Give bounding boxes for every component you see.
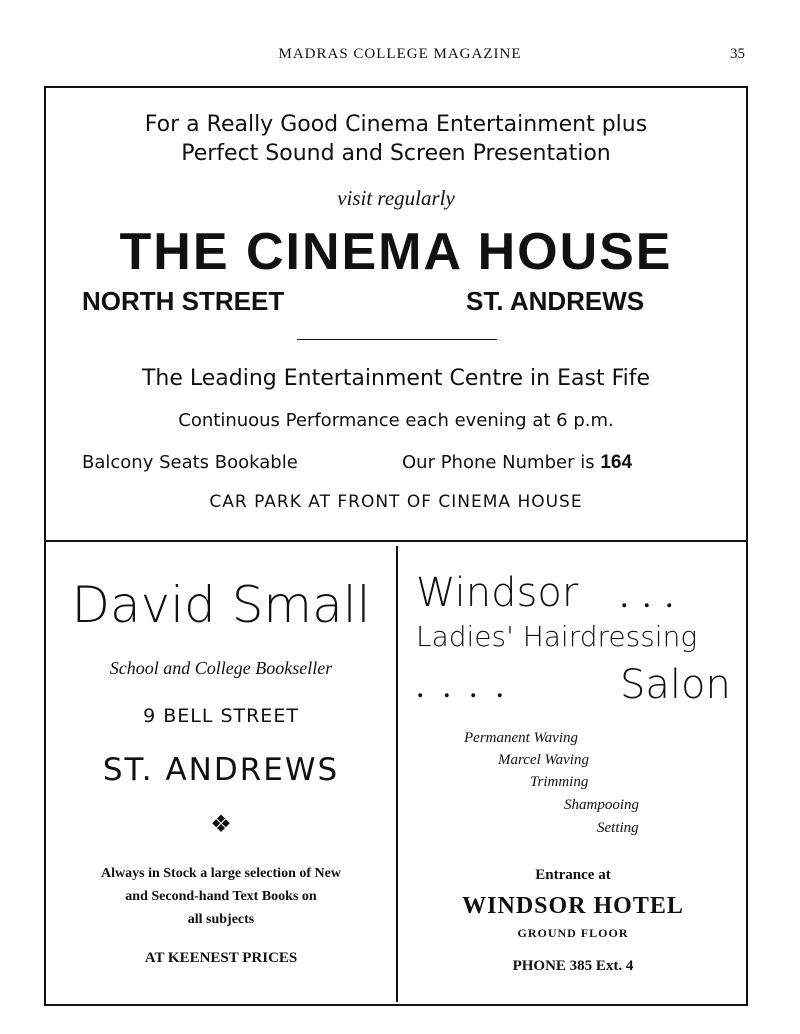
bookseller-stock-text — [46, 862, 396, 931]
bookseller-stock-line1: Always in Stock a large selection of New — [101, 866, 341, 881]
salon-subtitle: Ladies' Hairdressing — [416, 620, 698, 653]
salon-title-dots: ... — [620, 578, 688, 615]
salon-leader-dots: .... — [416, 668, 522, 705]
bookseller-name: David Small — [71, 576, 371, 634]
salon-floor: GROUND FLOOR — [517, 926, 629, 940]
bookseller-subtitle: School and College Bookseller — [109, 658, 333, 678]
ad-column-divider — [396, 546, 398, 1002]
bookseller-stock-line3: all subjects — [187, 912, 255, 927]
bookseller-prices: AT KEENEST PRICES — [144, 950, 298, 966]
salon-service: Permanent Waving — [464, 730, 579, 746]
cinema-visit-text: visit regularly — [337, 186, 455, 210]
cinema-balcony-text: Balcony Seats Bookable — [82, 452, 298, 473]
cinema-phone-label: Our Phone Number is — [402, 452, 595, 473]
salon-entrance: Entrance at — [535, 867, 611, 883]
bookseller-address: 9 BELL STREET — [143, 705, 299, 727]
bookseller-stock-line2: and Second-hand Text Books on — [125, 889, 317, 904]
salon-phone: PHONE 385 Ext. 4 — [512, 958, 634, 974]
cinema-divider-rule — [297, 339, 497, 340]
cinema-leading-text: The Leading Entertainment Centre in East Fife — [141, 366, 651, 391]
cinema-name: THE CINEMA HOUSE — [119, 223, 673, 281]
cinema-phone-number: 164 — [600, 452, 633, 473]
ornament-icon: ❖ — [210, 812, 232, 838]
salon-hotel: WINDSOR HOTEL — [462, 893, 684, 919]
cinema-phone-line — [402, 452, 632, 474]
salon-service: Shampooing — [564, 797, 639, 813]
salon-title: Windsor — [416, 570, 579, 616]
cinema-car-park: CAR PARK AT FRONT OF CINEMA HOUSE — [209, 492, 583, 512]
cinema-intro-line2: Perfect Sound and Screen Presentation — [181, 141, 611, 166]
bookseller-town: ST. ANDREWS — [102, 752, 340, 788]
magazine-title: MADRAS COLLEGE MAGAZINE — [278, 46, 522, 62]
cinema-street: NORTH STREET — [82, 286, 285, 316]
salon-service: Setting — [597, 820, 639, 836]
salon-word: Salon — [620, 662, 731, 708]
cinema-town: ST. ANDREWS — [466, 286, 645, 316]
cinema-intro-line1: For a Really Good Cinema Entertainment plus — [144, 112, 648, 137]
cinema-continuous-text: Continuous Performance each evening at 6 p.m. — [178, 410, 614, 431]
salon-service: Marcel Waving — [498, 752, 589, 768]
salon-service: Trimming — [530, 774, 589, 790]
page-number: 35 — [730, 46, 745, 62]
